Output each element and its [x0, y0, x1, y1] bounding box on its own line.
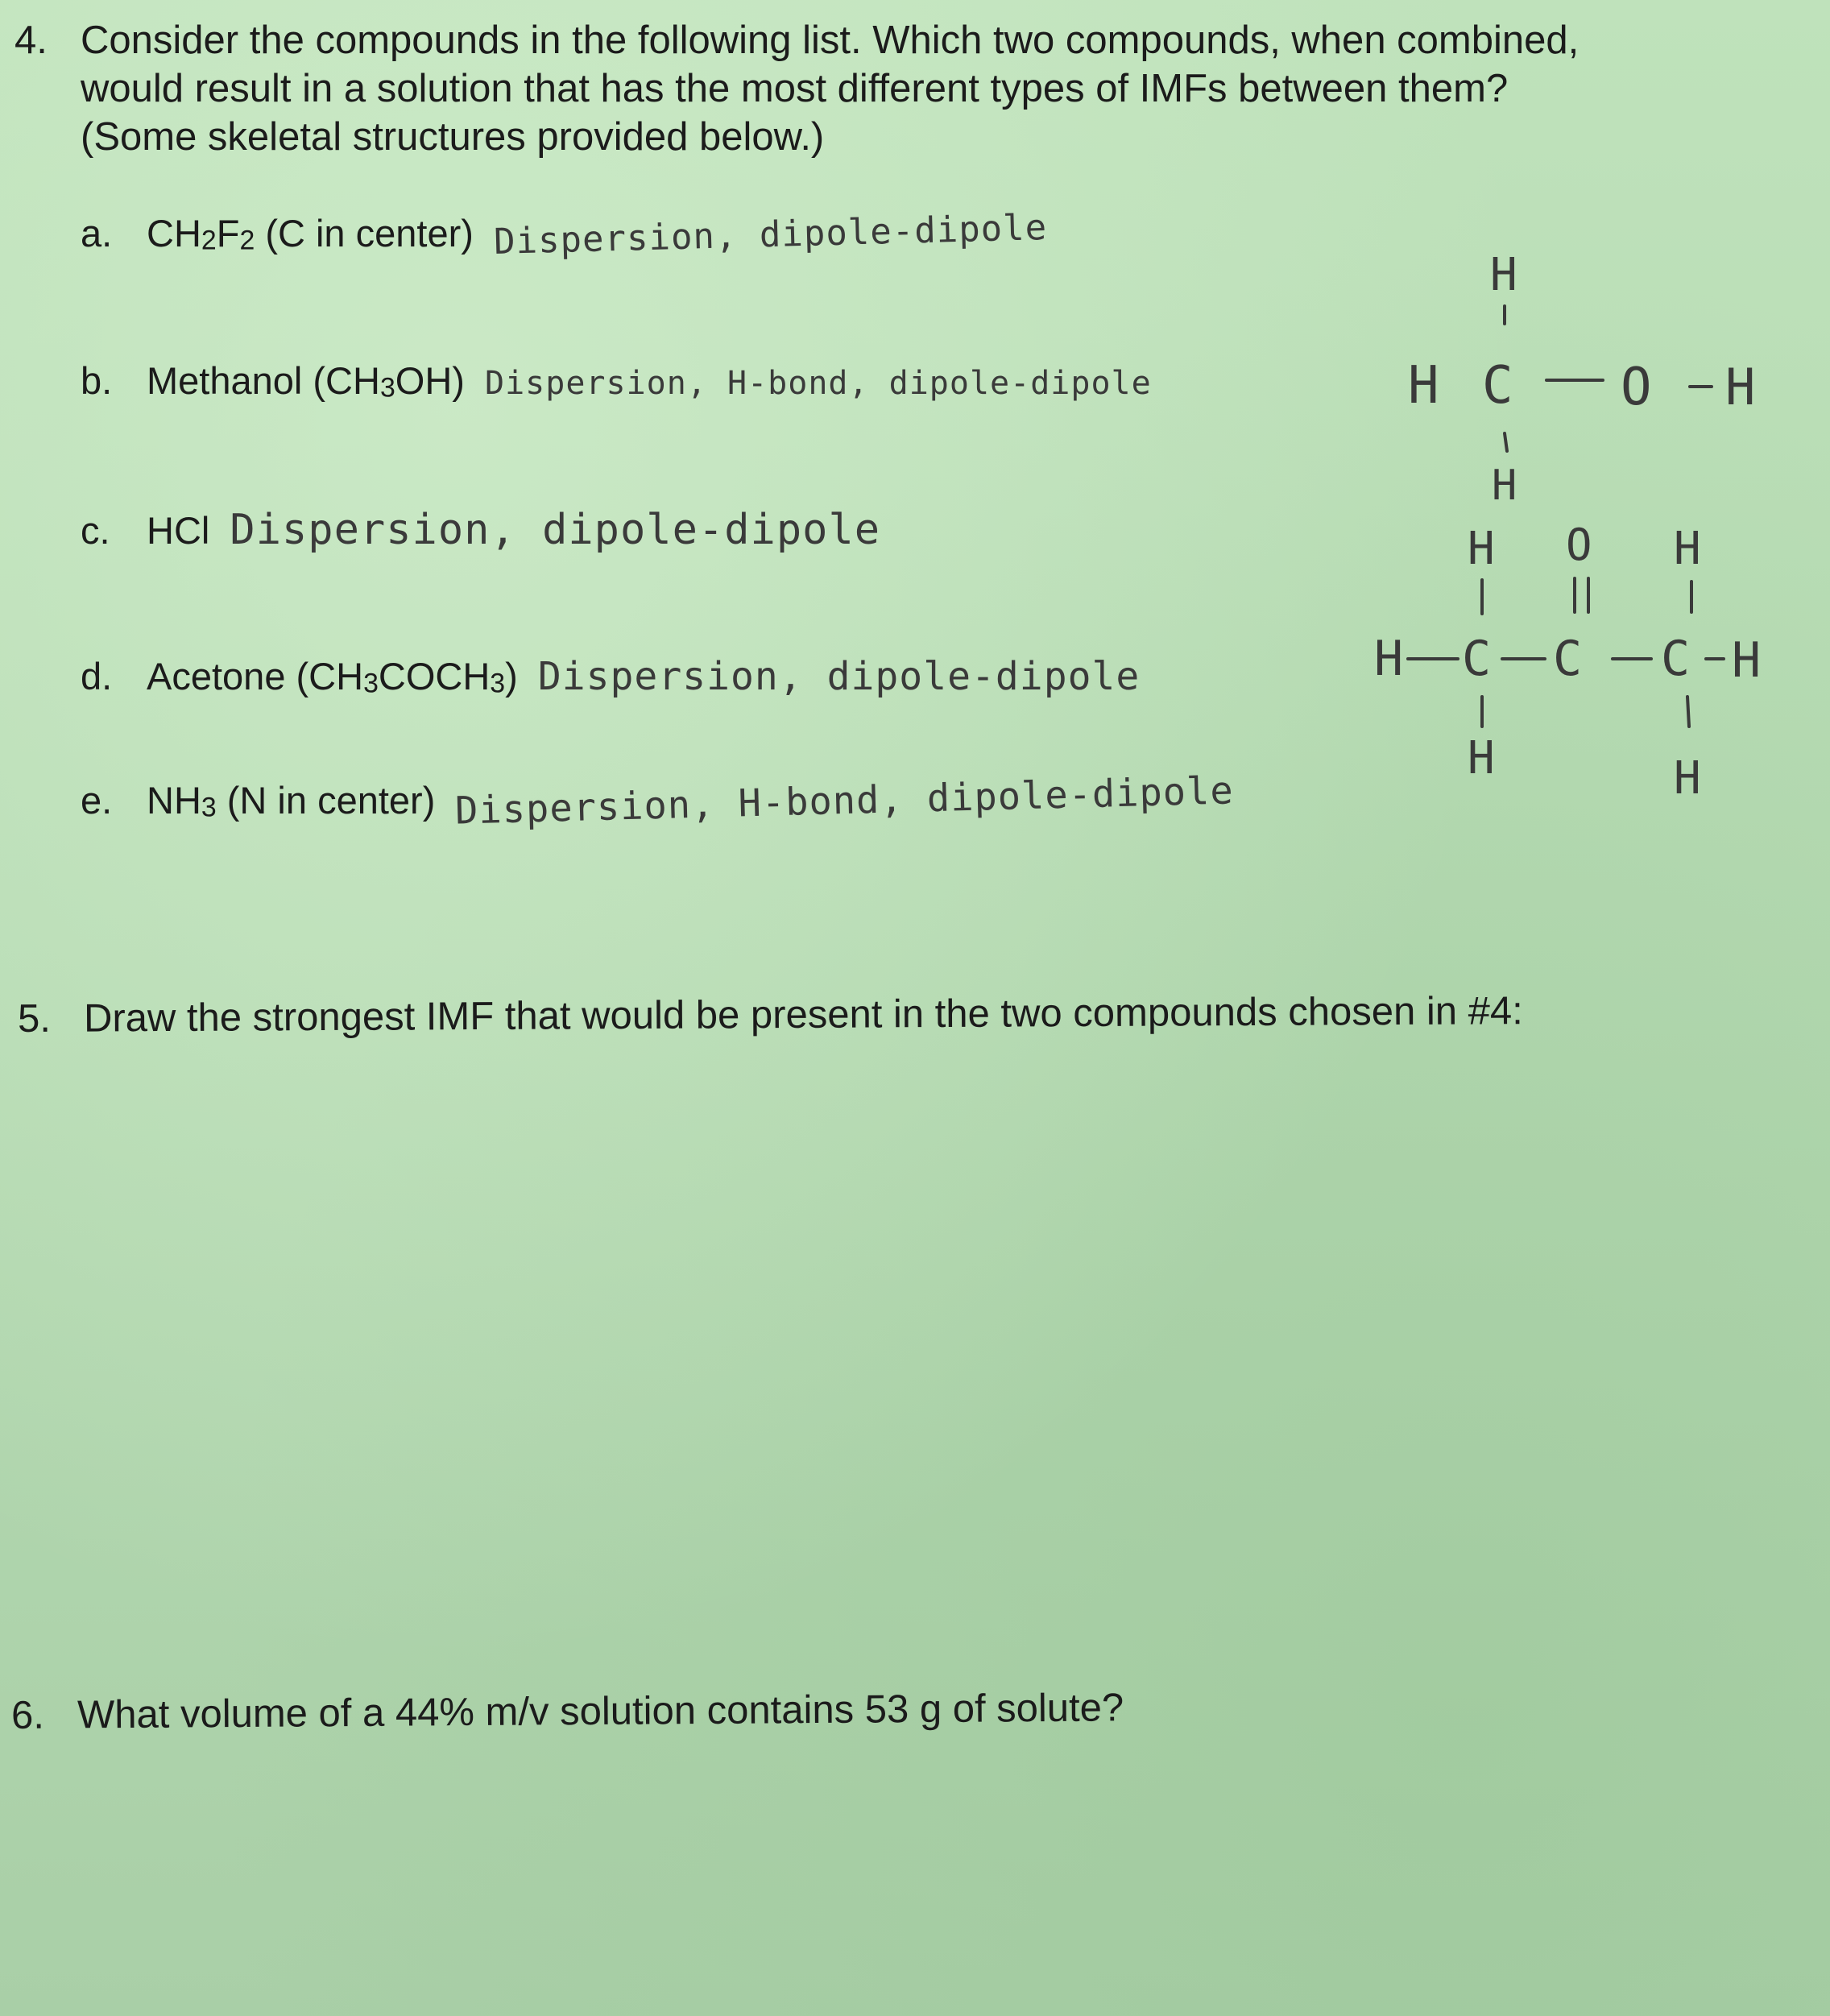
- question-4-line-2: would result in a solution that has the most different types of IMFs between them?: [81, 67, 1509, 110]
- question-4-line-1: Consider the compounds in the following list. Which two compounds, when combined,: [81, 19, 1580, 62]
- option-c: [81, 507, 880, 560]
- question-6-number: 6.: [10, 1693, 45, 1737]
- acetone-c3: C: [1661, 631, 1691, 687]
- option-e: [81, 768, 1235, 834]
- option-d-answer: Dispersion, dipole-dipole: [537, 654, 1141, 699]
- question-5-number: 5.: [17, 996, 52, 1041]
- option-a-answer: Dispersion, dipole-dipole: [493, 207, 1048, 263]
- option-c-label: HCl: [147, 509, 210, 552]
- methanol-carbon: C: [1482, 356, 1513, 416]
- acetone-top-h1: H: [1468, 523, 1495, 575]
- option-a-letter: a.: [81, 212, 113, 255]
- methanol-structure: [1401, 249, 1804, 510]
- option-c-answer: Dispersion, dipole-dipole: [230, 506, 881, 554]
- question-4-line-3: (Some skeletal structures provided below.): [81, 115, 825, 159]
- question-5: [18, 987, 1523, 1043]
- methanol-right-h: H: [1725, 358, 1756, 416]
- option-a-label: CH2F2 (C in center): [147, 212, 474, 256]
- methanol-oxygen: O: [1621, 358, 1652, 417]
- option-e-label: NH3 (N in center): [147, 779, 436, 823]
- question-6: [11, 1683, 1124, 1740]
- methanol-bottom-h: H: [1492, 462, 1517, 510]
- option-d-label: Acetone (CH3COCH3): [147, 655, 518, 699]
- question-4-number: 4.: [14, 19, 48, 62]
- option-e-answer: Dispersion, H-bond, dipole-dipole: [454, 768, 1235, 834]
- question-4: [14, 16, 1579, 161]
- option-d-letter: d.: [81, 655, 113, 698]
- acetone-left-h: H: [1374, 631, 1404, 687]
- question-5-text: Draw the strongest IMF that would be present in the two compounds chosen in #4:: [83, 989, 1523, 1041]
- acetone-top-h2: H: [1674, 523, 1701, 575]
- option-e-letter: e.: [81, 779, 113, 822]
- option-d: [81, 654, 1140, 706]
- question-6-text: What volume of a 44% m/v solution contains 53 g of solute?: [77, 1686, 1124, 1737]
- option-a: [81, 207, 1048, 263]
- methanol-left-h: H: [1408, 356, 1439, 416]
- option-b: [81, 358, 1152, 410]
- acetone-c2: C: [1553, 631, 1583, 687]
- option-b-label: Methanol (CH3OH): [147, 359, 465, 404]
- methanol-bottom-bond: [1505, 433, 1507, 451]
- acetone-structure: [1369, 515, 1820, 805]
- option-c-letter: c.: [81, 509, 110, 552]
- acetone-bottom-h2: H: [1674, 752, 1701, 805]
- option-b-answer: Dispersion, H-bond, dipole-dipole: [485, 365, 1152, 402]
- methanol-top-h: H: [1490, 249, 1517, 301]
- option-b-letter: b.: [81, 359, 113, 402]
- question-4-text: [81, 16, 1579, 161]
- acetone-bottom-h1: H: [1468, 732, 1495, 784]
- acetone-top-o: O: [1566, 520, 1592, 570]
- acetone-right-h: H: [1732, 632, 1762, 689]
- acetone-bottom-bond-3: [1687, 697, 1689, 727]
- acetone-c1: C: [1462, 631, 1492, 687]
